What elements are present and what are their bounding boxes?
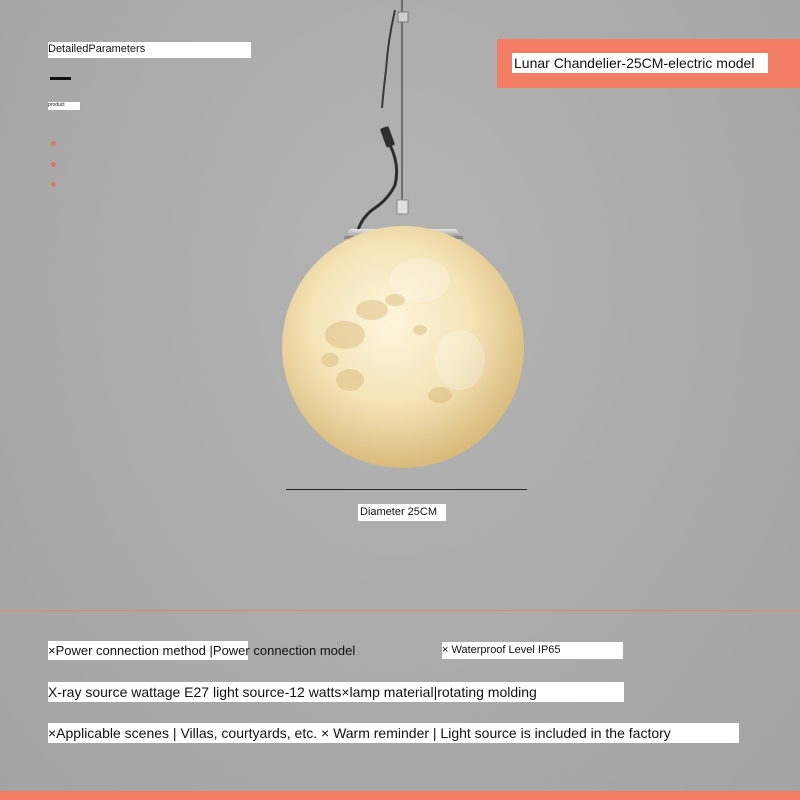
spec-applicable-scenes: ×Applicable scenes | Villas, courtyards, etc. × Warm reminder | Light source is included in the factory xyxy=(48,723,739,743)
diameter-label: Diameter 25CM xyxy=(358,504,446,521)
bottom-accent-bar xyxy=(0,791,800,800)
product-title: Lunar Chandelier-25CM-electric model xyxy=(512,53,768,73)
section-divider xyxy=(0,610,800,611)
product-label: product xyxy=(48,102,80,110)
spec-waterproof-level: × Waterproof Level IP65 xyxy=(442,642,623,659)
cord-connector xyxy=(380,126,395,148)
power-cord xyxy=(358,145,397,230)
power-cord xyxy=(382,10,395,108)
spec-wattage: X-ray source wattage E27 light source-12 watts×lamp material|rotating molding xyxy=(48,682,624,702)
diameter-line xyxy=(286,489,527,490)
spec-power-connection: ×Power connection method |Power connection model xyxy=(48,643,356,658)
cable-clip xyxy=(398,12,408,22)
detailed-parameters-title: DetailedParameters xyxy=(48,42,251,58)
cable-clip xyxy=(397,200,408,214)
